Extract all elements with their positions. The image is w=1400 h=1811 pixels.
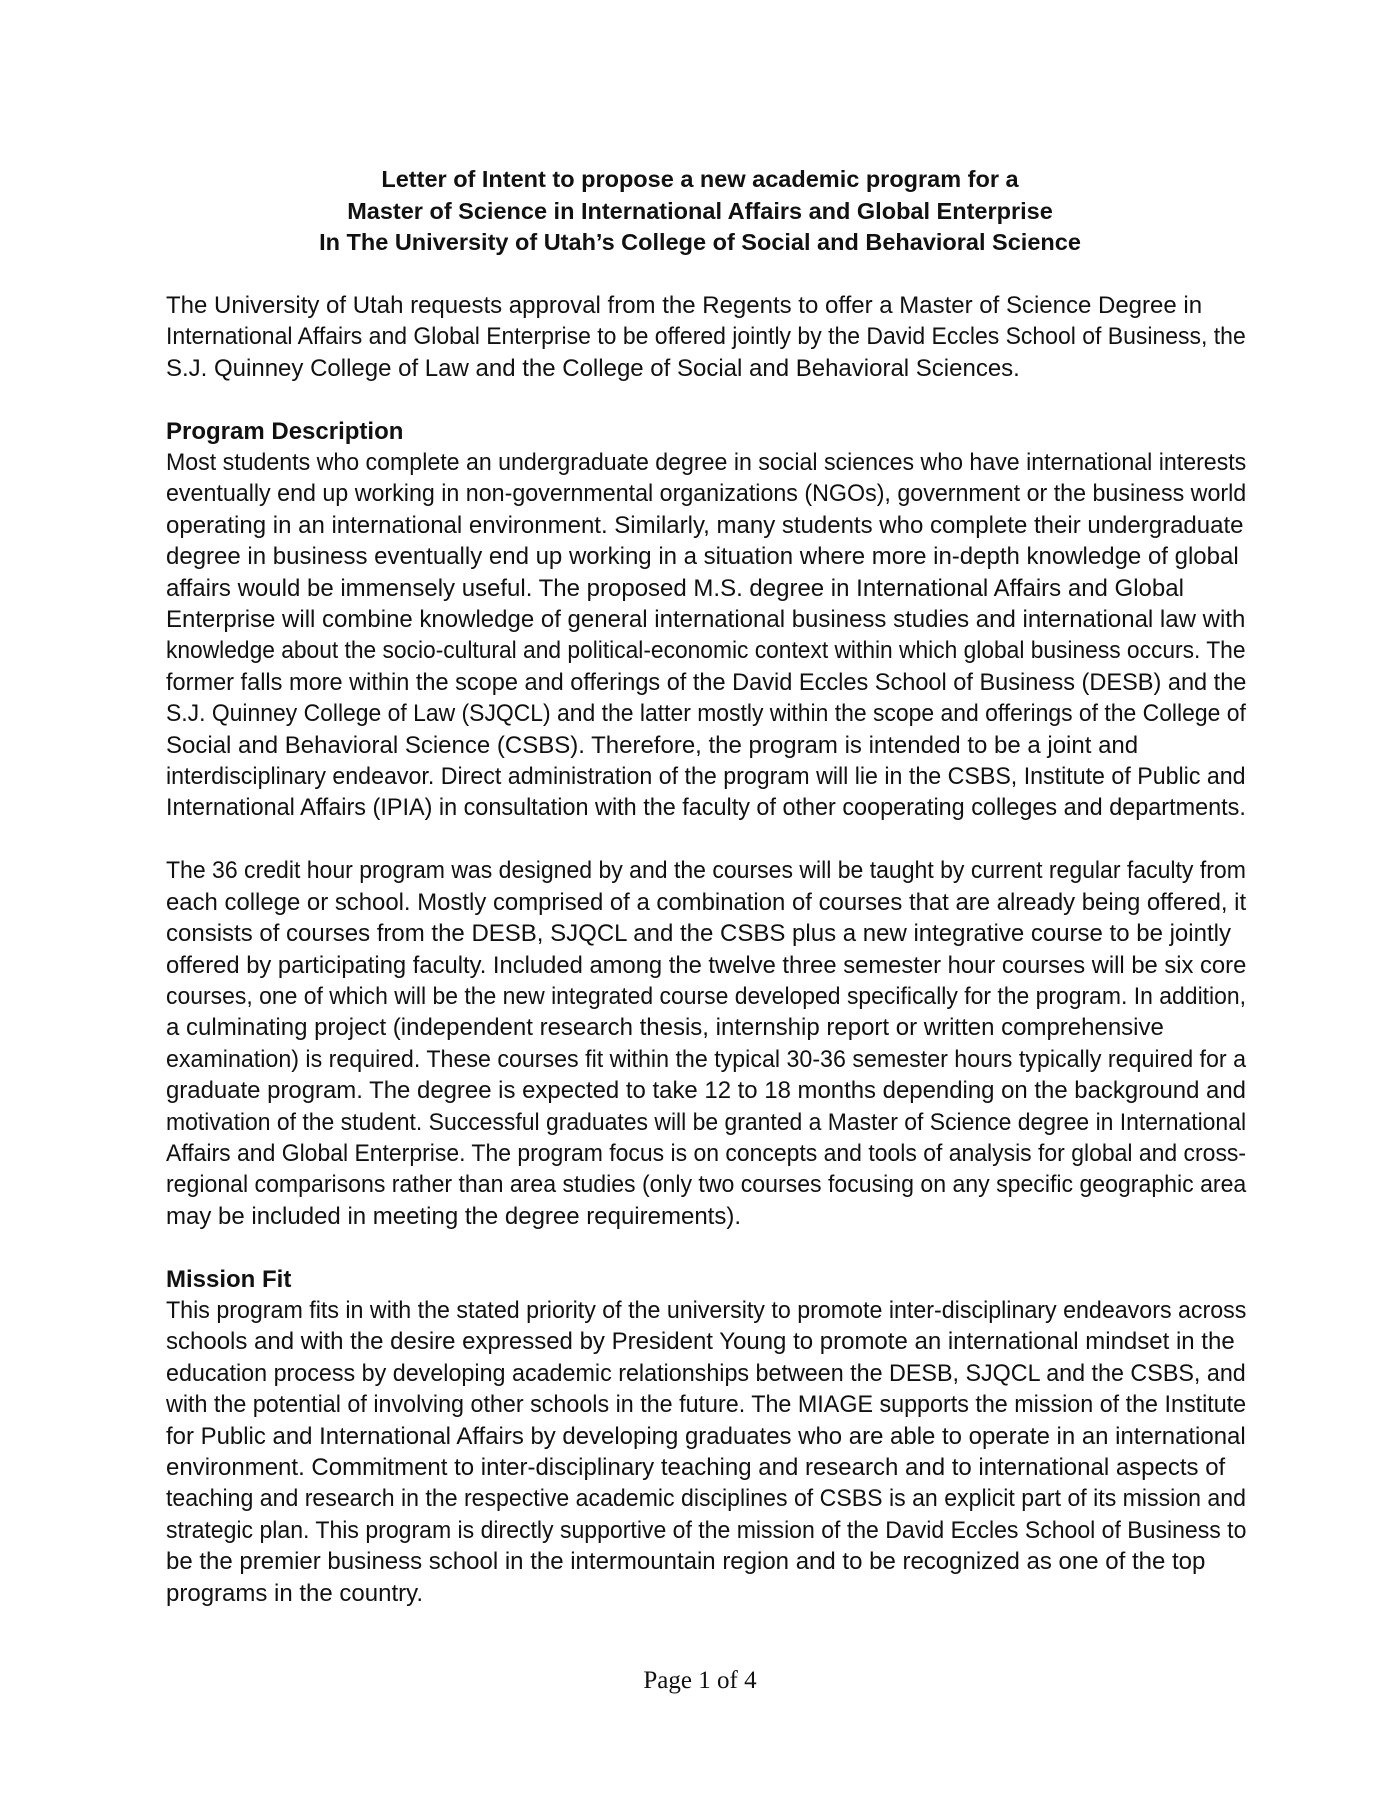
text-line: knowledge about the socio-cultural and political-economic context within which global business occurs. The (166, 637, 1246, 665)
text-line: International Affairs (IPIA) in consultation with the faculty of other cooperating colleges and departments. (166, 794, 1246, 822)
text-line: for Public and International Affairs by developing graduates who are able to operate in an international (166, 1422, 1246, 1450)
intro-paragraph (166, 290, 1246, 384)
section-heading: Program Description (166, 417, 404, 445)
program-description-paragraph-1 (166, 447, 1246, 824)
text-line: strategic plan. This program is directly supportive of the mission of the David Eccles School of Business to (166, 1516, 1247, 1544)
text-line: S.J. Quinney College of Law (SJQCL) and the latter mostly within the scope and offerings of the College of (166, 700, 1246, 728)
text-line: education process by developing academic relationships between the DESB, SJQCL and the CSBS, and (166, 1359, 1246, 1387)
text-line: Most students who complete an undergraduate degree in social sciences who have international interests (166, 449, 1247, 477)
text-line: motivation of the student. Successful graduates will be granted a Master of Science degree in International (166, 1108, 1247, 1136)
text-line: programs in the country. (166, 1579, 424, 1607)
text-line: operating in an international environment. Similarly, many students who complete their undergraduate (166, 511, 1244, 539)
section-heading: Mission Fit (166, 1265, 292, 1293)
text-line: degree in business eventually end up working in a situation where more in-depth knowledge of global (166, 543, 1239, 571)
text-line: interdisciplinary endeavor. Direct administration of the program will lie in the CSBS, Institute of Public and (166, 763, 1246, 791)
title-line: Letter of Intent to propose a new academic program for a (381, 166, 1019, 192)
page-number: Page 1 of 4 (643, 1667, 757, 1694)
text-line: be the premier business school in the intermountain region and to be recognized as one of the top (166, 1548, 1206, 1576)
text-line: examination) is required. These courses fit within the typical 30-36 semester hours typically required for a (166, 1045, 1247, 1073)
text-line: Enterprise will combine knowledge of general international business studies and international law with (166, 606, 1246, 634)
mission-fit-paragraph (166, 1295, 1246, 1609)
text-line: each college or school. Mostly comprised of a combination of courses that are already being offered, it (166, 888, 1247, 916)
text-line: Affairs and Global Enterprise. The program focus is on concepts and tools of analysis for global and cross- (166, 1139, 1247, 1167)
text-line: S.J. Quinney College of Law and the College of Social and Behavioral Sciences. (166, 354, 1020, 382)
title-line: In The University of Utah’s College of Social and Behavioral Science (319, 229, 1081, 255)
text-line: graduate program. The degree is expected to take 12 to 18 months depending on the background and (166, 1077, 1246, 1105)
text-line: The University of Utah requests approval from the Regents to offer a Master of Science Degree in (166, 292, 1203, 319)
text-line: with the potential of involving other schools in the future. The MIAGE supports the mission of the Institute (166, 1391, 1247, 1419)
text-line: affairs would be immensely useful. The proposed M.S. degree in International Affairs and Global (166, 574, 1184, 602)
text-line: former falls more within the scope and offerings of the David Eccles School of Business (DESB) and the (166, 668, 1247, 696)
text-line: offered by participating faculty. Included among the twelve three semester hour courses will be six core (166, 951, 1247, 979)
text-line: regional comparisons rather than area studies (only two courses focusing on any specific geographic area (166, 1171, 1247, 1199)
text-line: eventually end up working in non-governmental organizations (NGOs), government or the business world (166, 480, 1247, 508)
text-line: schools and with the desire expressed by President Young to promote an international mindset in the (166, 1328, 1235, 1356)
text-line: consists of courses from the DESB, SJQCL and the CSBS plus a new integrative course to be jointly (166, 920, 1231, 948)
text-line: a culminating project (independent research thesis, internship report or written comprehensive (166, 1014, 1164, 1042)
text-line: International Affairs and Global Enterprise to be offered jointly by the David Eccles School of Business, the (166, 323, 1246, 351)
text-line: This program fits in with the stated priority of the university to promote inter-disciplinary endeavors across (166, 1296, 1247, 1324)
text-line: environment. Commitment to inter-disciplinary teaching and research and to international aspects of (166, 1453, 1226, 1481)
text-line: The 36 credit hour program was designed by and the courses will be taught by current regular faculty from (166, 857, 1246, 885)
document-body (166, 290, 1246, 1640)
program-description-paragraph-2 (166, 855, 1246, 1232)
program-description-section (166, 416, 1246, 1233)
text-line: teaching and research in the respective academic disciplines of CSBS is an explicit part of its mission and (166, 1485, 1246, 1513)
text-line: may be included in meeting the degree requirements). (166, 1202, 741, 1230)
mission-fit-section (166, 1264, 1246, 1609)
text-line: Social and Behavioral Science (CSBS). Therefore, the program is intended to be a joint and (166, 731, 1139, 759)
title-line: Master of Science in International Affairs and Global Enterprise (347, 197, 1053, 224)
text-line: courses, one of which will be the new integrated course developed specifically for the program. In addition, (166, 982, 1247, 1010)
document-title (166, 164, 1234, 259)
